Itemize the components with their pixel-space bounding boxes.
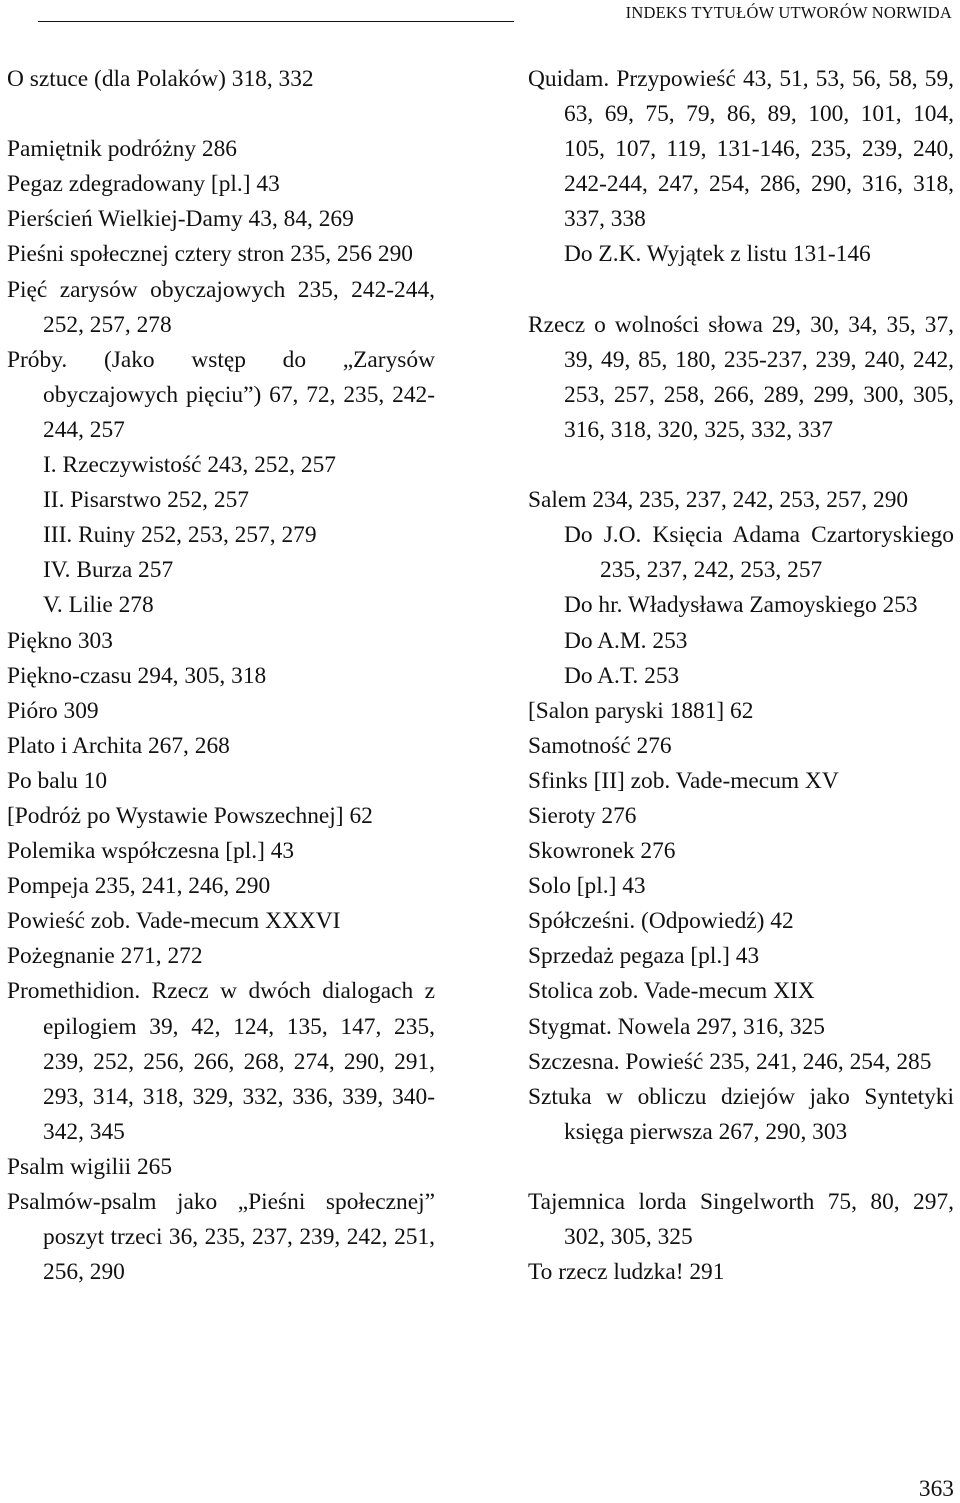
index-entry: Pierścień Wielkiej-Damy 43, 84, 269 [7, 206, 354, 233]
index-subentry: IV. Burza 257 [43, 557, 174, 584]
index-subentry: II. Pisarstwo 252, 257 [43, 487, 249, 514]
index-subentry: Do A.M. 253 [564, 627, 688, 654]
index-entry: Salem 234, 235, 237, 242, 253, 257, 290 [528, 487, 909, 514]
entry-gap [7, 97, 435, 132]
entry-gap [528, 273, 954, 308]
index-entry: Psalm wigilii 265 [7, 1153, 173, 1180]
index-entry: Stolica zob. Vade-mecum XIX [528, 978, 815, 1005]
index-entry: [Salon paryski 1881] 62 [528, 697, 754, 724]
index-entry: Tajemnica lorda Singelworth 75, 80, 297, 302, 305, 325 [528, 1189, 954, 1251]
index-subentry: Do Z.K. Wyjątek z listu 131-146 [564, 241, 871, 268]
index-entry: Sprzedaż pegaza [pl.] 43 [528, 943, 760, 970]
index-subentry: III. Ruiny 252, 253, 257, 279 [43, 522, 317, 549]
index-column-right [528, 62, 954, 1290]
index-entry: Sieroty 276 [528, 802, 637, 829]
index-entry: Pieśni społecznej cztery stron 235, 256 290 [7, 241, 414, 268]
index-entry: Solo [pl.] 43 [528, 873, 646, 900]
entry-gap [528, 448, 954, 483]
index-entry: Rzecz o wolności słowa 29, 30, 34, 35, 37, 39, 49, 85, 180, 235-237, 239, 240, 242, 253, 257, 258, 266, 289, 299, 300, 305, 316, 318, 320, 325, 332, 337 [528, 311, 954, 443]
index-column-left [7, 62, 435, 1290]
index-entry: Powieść zob. Vade-mecum XXXVI [7, 908, 341, 935]
index-entry: Psalmów-psalm jako „Pieśni społecznej” poszyt trzeci 36, 235, 237, 239, 242, 251, 256, 290 [7, 1189, 435, 1286]
index-entry: Piękno-czasu 294, 305, 318 [7, 662, 267, 689]
index-entry: Polemika współczesna [pl.] 43 [7, 838, 295, 865]
index-entry: Stygmat. Nowela 297, 316, 325 [528, 1013, 825, 1040]
index-subentry: I. Rzeczywistość 243, 252, 257 [43, 452, 336, 479]
page-number: 363 [918, 1476, 954, 1502]
index-entry: Piękno 303 [7, 627, 113, 654]
index-entry: Pompeja 235, 241, 246, 290 [7, 873, 271, 900]
running-header: INDEKS TYTUŁÓW UTWORÓW NORWIDA [625, 3, 952, 22]
index-entry: [Podróż po Wystawie Powszechnej] 62 [7, 802, 373, 829]
index-entry: Quidam. Przypowieść 43, 51, 53, 56, 58, 59, 63, 69, 75, 79, 86, 89, 100, 101, 104, 105, 107, 119, 131-146, 235, 239, 240, 242-244, 247, 254, 286, 290, 316, 318, 337, 338 [528, 66, 954, 233]
index-entry: Skowronek 276 [528, 838, 676, 865]
index-entry: Samotność 276 [528, 732, 672, 759]
index-entry: Plato i Archita 267, 268 [7, 732, 230, 759]
header-rule [38, 21, 514, 22]
index-entry: Sztuka w obliczu dziejów jako Syntetyki księga pierwsza 267, 290, 303 [528, 1083, 954, 1145]
index-entry: O sztuce (dla Polaków) 318, 332 [7, 66, 314, 92]
index-entry: To rzecz ludzka! 291 [528, 1259, 725, 1286]
index-entry: Po balu 10 [7, 767, 108, 794]
index-entry: Pięć zarysów obyczajowych 235, 242-244, 252, 257, 278 [7, 276, 435, 338]
index-entry: Sfinks [II] zob. Vade-mecum XV [528, 767, 839, 794]
index-entry: Szczesna. Powieść 235, 241, 246, 254, 285 [528, 1048, 932, 1075]
index-entry: Spółcześni. (Odpowiedź) 42 [528, 908, 794, 935]
entry-gap [528, 1150, 954, 1185]
index-entry: Pegaz zdegradowany [pl.] 43 [7, 171, 280, 198]
index-entry: Próby. (Jako wstęp do „Zarysów obyczajowych pięciu”) 67, 72, 235, 242-244, 257 [7, 346, 435, 443]
index-entry: Pióro 309 [7, 697, 99, 724]
index-subentry: V. Lilie 278 [43, 592, 154, 619]
index-subentry: Do J.O. Księcia Adama Czartoryskiego 235, 237, 242, 253, 257 [564, 522, 954, 584]
index-subentry: Do hr. Władysława Zamoyskiego 253 [564, 592, 918, 619]
index-entry: Pożegnanie 271, 272 [7, 943, 203, 970]
index-entry: Pamiętnik podróżny 286 [7, 136, 237, 163]
index-subentry: Do A.T. 253 [564, 662, 680, 689]
index-entry: Promethidion. Rzecz w dwóch dialogach z epilogiem 39, 42, 124, 135, 147, 235, 239, 252, 256, 266, 268, 274, 290, 291, 293, 314, 318, 329, 332, 336, 339, 340-342, 345 [7, 978, 435, 1145]
